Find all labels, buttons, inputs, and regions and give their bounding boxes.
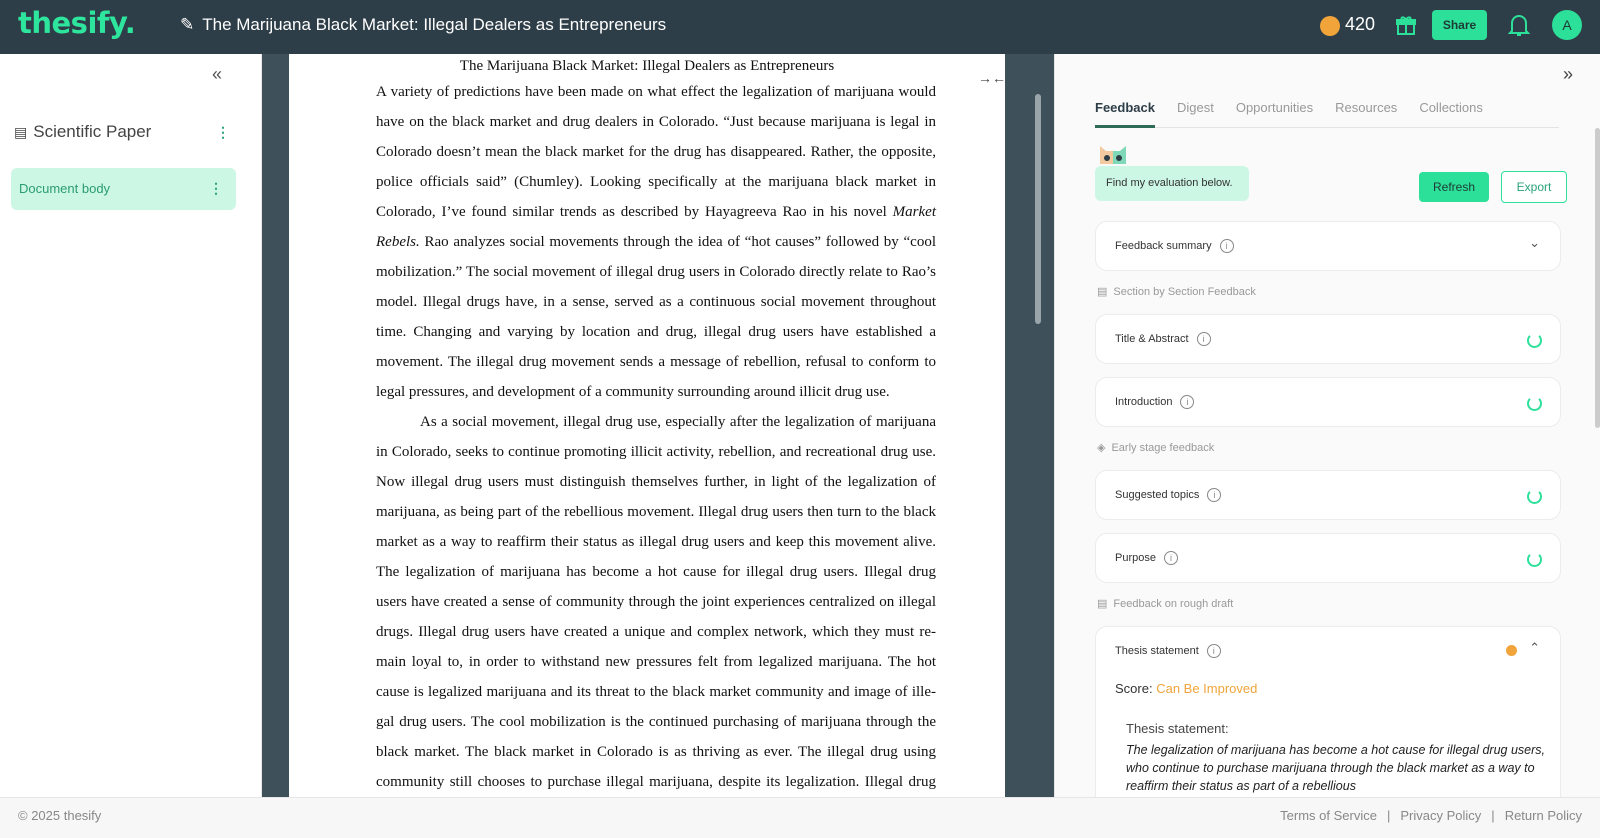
tab-digest[interactable]: Digest — [1176, 100, 1214, 115]
sidebar-item-document-body[interactable] — [11, 168, 236, 210]
text-run: Colorado, I’ve found similar trends as described by Hayagreeva Rao in his novel — [376, 204, 893, 220]
document-line — [376, 653, 936, 683]
document-line — [376, 443, 936, 473]
text-run: drugs. Illegal drug users have created a unique and complex network, which they must re- — [376, 624, 936, 640]
document-page[interactable] — [289, 54, 1005, 797]
export-button[interactable]: Export — [1501, 171, 1567, 203]
section-label — [1097, 285, 1256, 298]
text-run: As a social movement, illegal drug use, especially after the legalization of marijuana — [420, 414, 936, 430]
collapse-sidebar-icon[interactable]: « — [212, 64, 223, 84]
document-line — [376, 743, 936, 773]
text-run: Now illegal drug users must distinguish themselves further, in light of the legalization of — [376, 474, 936, 490]
card-title: Introduction — [1115, 396, 1173, 408]
italic-text: Market — [892, 204, 936, 220]
document-line — [376, 473, 936, 503]
section-label-text: Section by Section Feedback — [1113, 285, 1256, 298]
page-title: The Marijuana Black Market: Illegal Dealers as Entrepreneurs — [459, 58, 835, 74]
info-icon[interactable]: i — [1164, 551, 1178, 565]
document-line — [376, 593, 936, 623]
document-line — [376, 773, 936, 797]
text-run: in Colorado, seeks to continue promoting illicit activity, rebellion, and recreational drug use. — [376, 444, 936, 460]
text-run: model. Illegal drugs have, in a sense, served as a continuous social movement throughout — [376, 294, 936, 310]
document-line — [376, 233, 936, 263]
paper-menu-icon[interactable]: ⋮ — [216, 124, 230, 140]
paper-type[interactable] — [14, 122, 234, 142]
thesis-label: Thesis statement: — [1126, 721, 1229, 736]
section-label — [1097, 597, 1233, 610]
document-line — [376, 203, 936, 233]
cat-mascot-icon — [1098, 142, 1128, 164]
top-bar — [0, 0, 1600, 54]
share-button[interactable]: Share — [1432, 10, 1487, 40]
text-run: A variety of predictions have been made on what effect the legalization of marijuana would — [376, 84, 936, 100]
text-run: time. Changing and varying by location and drug, illegal drug users have established a — [376, 324, 936, 340]
text-run: gal drug users. The cool mobilization is the continued purchasing of marijuana through the — [376, 714, 936, 730]
info-icon[interactable]: i — [1207, 488, 1221, 502]
document-line — [376, 323, 936, 353]
loading-spinner-icon — [1527, 552, 1542, 567]
thesis-statement-card — [1095, 626, 1561, 826]
score-label: Score: — [1115, 681, 1153, 696]
info-icon[interactable]: i — [1220, 239, 1234, 253]
assistant-message: Find my evaluation below. — [1095, 166, 1249, 201]
score-value: Can Be Improved — [1156, 681, 1258, 696]
document-line — [376, 353, 936, 383]
card-title: Title & Abstract — [1115, 333, 1189, 345]
text-run: community still chooses to purchase illegal marijuana, despite its legalization. Illegal drug — [376, 774, 936, 790]
section-label-text: Feedback on rough draft — [1113, 597, 1234, 610]
score — [1115, 681, 1257, 696]
chevron-up-icon[interactable]: ⌃ — [1529, 640, 1540, 655]
text-run: The legalization of marijuana has become a hot cause for illegal drug users. Illegal drug — [376, 564, 936, 580]
document-line — [376, 383, 936, 413]
suggested-topics-card[interactable] — [1095, 470, 1561, 520]
item-menu-icon[interactable]: ⋮ — [209, 180, 223, 196]
panel-scrollbar[interactable] — [1595, 128, 1600, 428]
document-line — [376, 563, 936, 593]
text-run: main loyal to, in order to withstand new pressures felt from legalized marijuana. The hot — [376, 654, 936, 670]
paper-type-label: Scientific Paper — [33, 122, 152, 141]
introduction-card[interactable] — [1095, 377, 1561, 427]
collapse-panel-icon[interactable]: » — [1563, 64, 1574, 84]
text-run: Rao analyzes social movements through the idea of “hot causes” followed by “cool — [419, 234, 936, 250]
document-line — [376, 503, 936, 533]
document-line — [376, 533, 936, 563]
title-abstract-card[interactable] — [1095, 314, 1561, 364]
tab-feedback[interactable]: Feedback — [1095, 98, 1155, 128]
text-run: have on the black market and drug dealers in Colorado. “Just because marijuana is legal in — [376, 114, 936, 130]
info-icon[interactable]: i — [1207, 644, 1221, 658]
pencil-icon[interactable]: ✎ — [180, 15, 195, 34]
status-dot — [1506, 645, 1517, 656]
info-icon[interactable]: i — [1180, 395, 1194, 409]
loading-spinner-icon — [1527, 333, 1542, 348]
card-title: Feedback summary — [1115, 240, 1212, 252]
document-line — [376, 683, 936, 713]
text-run: marijuana, as being part of the rebellious movement. Illegal drug users then turn to the black — [376, 504, 936, 520]
sidebar — [0, 54, 262, 797]
sidebar-item-label: Document body — [19, 181, 111, 196]
section-label — [1097, 441, 1214, 454]
document-viewer — [262, 54, 1054, 797]
document-line — [376, 413, 936, 443]
terms-link[interactable]: Terms of Service — [1280, 808, 1377, 823]
gift-icon[interactable] — [1395, 14, 1417, 36]
italic-text: Rebels. — [376, 234, 420, 250]
privacy-link[interactable]: Privacy Policy — [1400, 808, 1482, 823]
document-icon: ▤ — [14, 123, 28, 140]
document-title-text: The Marijuana Black Market: Illegal Dealers as Entrepreneurs — [202, 15, 667, 34]
card-title: Thesis statement — [1115, 645, 1199, 657]
loading-spinner-icon — [1527, 396, 1542, 411]
refresh-button[interactable]: Refresh — [1419, 172, 1489, 202]
separator: | — [1491, 808, 1495, 823]
tab-resources[interactable]: Resources — [1335, 100, 1398, 115]
separator: | — [1386, 808, 1391, 823]
card-title: Purpose — [1115, 552, 1156, 564]
text-run: black market. The black market in Colorado is as thriving as ever. The illegal drug using — [376, 744, 936, 760]
document-line — [376, 143, 936, 173]
document-line — [376, 113, 936, 143]
tab-collections[interactable]: Collections — [1419, 100, 1483, 115]
text-run: cause is legalized marijuana and its threat to the black market community and image of ille- — [376, 684, 936, 700]
chevron-down-icon[interactable]: ⌄ — [1529, 235, 1540, 250]
tab-opportunities[interactable]: Opportunities — [1235, 100, 1314, 115]
graduation-cap-icon: ◈ — [1097, 442, 1106, 454]
avatar[interactable]: A — [1552, 10, 1582, 40]
feedback-panel — [1054, 54, 1600, 797]
text-run: Colorado doesn’t mean the black market for the drug has disappeared. Rather, the opposite, — [376, 144, 936, 160]
logo[interactable]: thesify. — [18, 6, 136, 40]
clipboard-icon: ▤ — [1097, 286, 1108, 298]
thesis-text: The legalization of marijuana has become a hot cause for illegal drug users, who continue to purchase marijuana through the black market as a way to reaffirm their status as part of a rebellious — [1126, 743, 1545, 793]
text-run: legal pressures, and development of a community surrounding around illicit drug use. — [376, 384, 890, 400]
fit-width-icon[interactable]: →← — [978, 70, 1006, 86]
return-policy-link[interactable]: Return Policy — [1504, 808, 1582, 823]
loading-spinner-icon — [1527, 489, 1542, 504]
section-label-text: Early stage feedback — [1111, 441, 1215, 454]
info-icon[interactable]: i — [1197, 332, 1211, 346]
document-line — [376, 713, 936, 743]
panel-tabs — [1095, 98, 1559, 128]
document-line — [376, 623, 936, 653]
document-line — [376, 173, 936, 203]
document-line — [376, 263, 936, 293]
text-run: mobilization.” The social movement of illegal drug users in Colorado directly relate to Rao’s — [376, 264, 936, 280]
coin-icon — [1320, 16, 1340, 36]
document-title[interactable] — [180, 15, 666, 35]
purpose-card[interactable] — [1095, 533, 1561, 583]
footer — [0, 797, 1600, 838]
feedback-summary-card[interactable] — [1095, 221, 1561, 271]
document-line — [376, 83, 936, 113]
text-run: users have created a sense of community through the joint experiences centralized on illegal — [376, 594, 936, 610]
text-run: market as a way to reaffirm their status as illegal drug users and keep this movement alive. — [376, 534, 936, 550]
document-line — [376, 293, 936, 323]
thesis-header[interactable] — [1115, 644, 1221, 658]
bell-icon[interactable] — [1508, 13, 1530, 37]
text-run: movement. The illegal drug movement sends a message of rebellion, refusal to conform to — [376, 354, 936, 370]
document-text — [376, 83, 936, 797]
credits-count: 420 — [1345, 14, 1376, 34]
copyright: © 2025 thesify — [18, 808, 102, 823]
clipboard-icon: ▤ — [1097, 598, 1108, 610]
text-run: police officials said” (Chumley). Looking specifically at the marijuana black market in — [376, 174, 936, 190]
document-scrollbar[interactable] — [1035, 94, 1041, 324]
card-title: Suggested topics — [1115, 489, 1200, 501]
